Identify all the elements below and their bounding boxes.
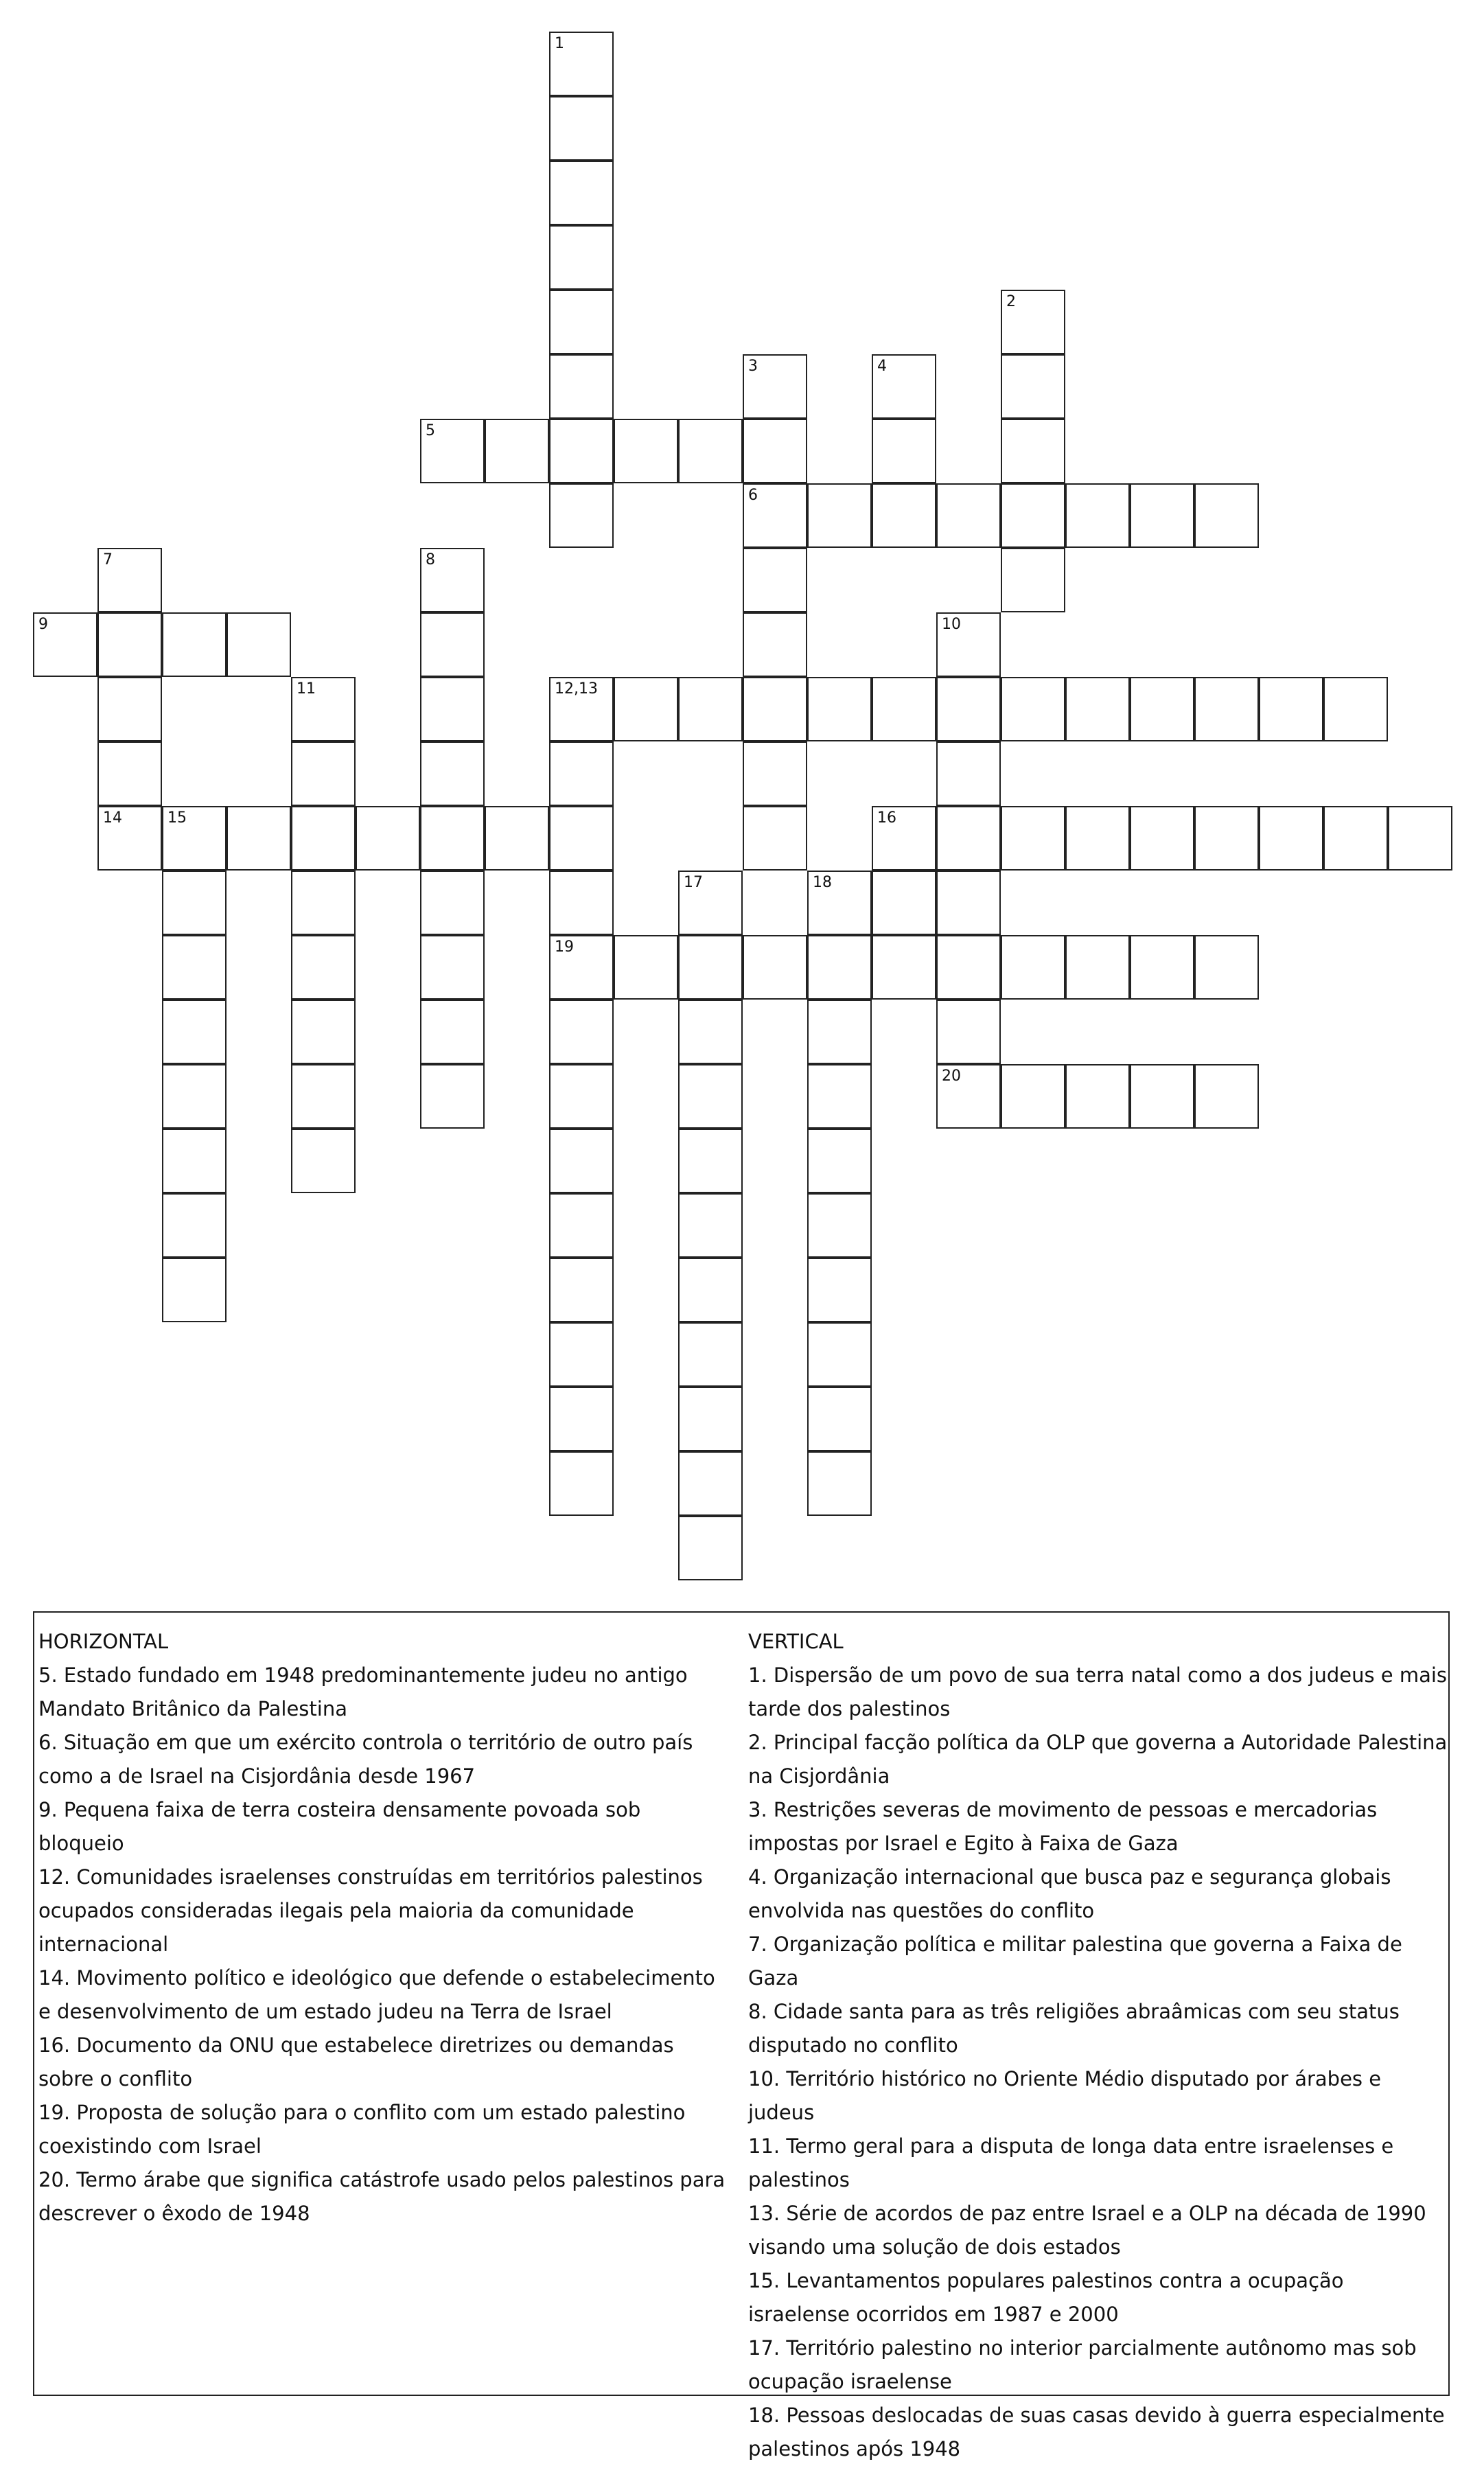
grid-cell[interactable] [549, 1193, 614, 1258]
clue-vertical-8: 8. Cidade santa para as três religiões abraâmicas com seu status disputado no conflito [748, 2000, 1400, 2057]
grid-cell[interactable] [97, 806, 162, 871]
clue-horizontal-16: 16. Documento da ONU que estabelece diretrizes ou demandas sobre o conflito [38, 2033, 674, 2090]
grid-cell[interactable] [1194, 1064, 1259, 1129]
grid-cell[interactable] [1130, 935, 1194, 1000]
grid-cell[interactable] [420, 548, 485, 612]
grid-cell[interactable] [678, 1516, 743, 1580]
grid-cell[interactable] [807, 1193, 872, 1258]
grid-cell[interactable] [420, 419, 485, 483]
grid-cell[interactable] [743, 483, 807, 548]
clue-number: 18 [813, 874, 832, 891]
grid-cell[interactable] [872, 419, 936, 483]
clue-number: 19 [555, 938, 574, 956]
clue-vertical-10: 10. Território histórico no Oriente Médio disputado por árabes e judeus [748, 2067, 1382, 2124]
grid-cell[interactable] [227, 612, 291, 677]
grid-cell[interactable] [485, 806, 549, 871]
grid-cell[interactable] [678, 1064, 743, 1129]
grid-cell[interactable] [1130, 806, 1194, 871]
clue-horizontal-9: 9. Pequena faixa de terra costeira densamente povoada sob bloqueio [38, 1798, 641, 1855]
grid-cell[interactable] [549, 96, 614, 161]
grid-cell[interactable] [549, 677, 614, 741]
grid-cell[interactable] [162, 806, 227, 871]
grid-cell[interactable] [1001, 806, 1065, 871]
grid-cell[interactable] [291, 871, 356, 935]
grid-cell[interactable] [162, 612, 227, 677]
grid-cell[interactable] [420, 871, 485, 935]
clue-horizontal-6: 6. Situação em que um exército controla o território de outro país como a de Israel na Cisjordânia desde 1967 [38, 1731, 693, 1788]
clue-horizontal-20: 20. Termo árabe que significa catástrofe usado pelos palestinos para descrever o êxodo de 1948 [38, 2168, 726, 2225]
grid-cell[interactable] [1001, 677, 1065, 741]
grid-cell[interactable] [291, 741, 356, 806]
grid-cell[interactable] [1065, 1064, 1130, 1129]
clue-horizontal-14: 14. Movimento político e ideológico que defende o estabelecimento e desenvolvimento de um estado judeu na Terra de Israel [38, 1966, 715, 2023]
grid-cell[interactable] [33, 612, 97, 677]
grid-cell[interactable] [549, 225, 614, 290]
clue-number: 3 [748, 358, 758, 375]
grid-cell[interactable] [485, 419, 549, 483]
grid-cell[interactable] [678, 1000, 743, 1064]
clue-vertical-1: 1. Dispersão de um povo de sua terra natal como a dos judeus e mais tarde dos palestinos [748, 1663, 1448, 1720]
grid-cell[interactable] [678, 1258, 743, 1322]
grid-cell[interactable] [936, 871, 1001, 935]
grid-cell[interactable] [743, 677, 807, 741]
clue-number: 6 [748, 487, 758, 504]
grid-cell[interactable] [936, 935, 1001, 1000]
grid-cell[interactable] [356, 806, 420, 871]
grid-cell[interactable] [1194, 806, 1259, 871]
grid-cell[interactable] [549, 1322, 614, 1387]
grid-cell[interactable] [614, 935, 678, 1000]
grid-cell[interactable] [291, 1064, 356, 1129]
grid-cell[interactable] [162, 1193, 227, 1258]
clue-vertical-11: 11. Termo geral para a disputa de longa data entre israelenses e palestinos [748, 2134, 1394, 2191]
grid-cell[interactable] [549, 1387, 614, 1451]
grid-cell[interactable] [807, 1064, 872, 1129]
grid-cell[interactable] [1001, 419, 1065, 483]
grid-cell[interactable] [872, 806, 936, 871]
grid-cell[interactable] [549, 161, 614, 225]
grid-cell[interactable] [807, 1129, 872, 1193]
grid-cell[interactable] [420, 806, 485, 871]
grid-cell[interactable] [1130, 1064, 1194, 1129]
grid-cell[interactable] [1001, 935, 1065, 1000]
clue-number: 17 [684, 874, 703, 891]
grid-cell[interactable] [936, 806, 1001, 871]
clue-number: 10 [942, 616, 961, 633]
grid-cell[interactable] [872, 935, 936, 1000]
grid-cell[interactable] [807, 1451, 872, 1516]
grid-cell[interactable] [162, 1129, 227, 1193]
grid-cell[interactable] [420, 1064, 485, 1129]
grid-cell[interactable] [162, 935, 227, 1000]
grid-cell[interactable] [549, 806, 614, 871]
clue-number: 15 [167, 809, 187, 827]
grid-cell[interactable] [162, 871, 227, 935]
grid-cell[interactable] [678, 935, 743, 1000]
grid-cell[interactable] [678, 1387, 743, 1451]
grid-cell[interactable] [97, 677, 162, 741]
clue-number: 11 [297, 680, 316, 698]
grid-cell[interactable] [872, 354, 936, 419]
vertical-clues [748, 1625, 1448, 2466]
clue-horizontal-19: 19. Proposta de solução para o conflito com um estado palestino coexistindo com Israel [38, 2101, 686, 2158]
grid-cell[interactable] [678, 1451, 743, 1516]
grid-cell[interactable] [807, 871, 872, 935]
grid-cell[interactable] [807, 1322, 872, 1387]
grid-cell[interactable] [678, 677, 743, 741]
grid-cell[interactable] [807, 1387, 872, 1451]
grid-cell[interactable] [227, 806, 291, 871]
grid-cell[interactable] [162, 1000, 227, 1064]
horizontal-heading: HORIZONTAL [38, 1630, 169, 1653]
clue-vertical-13: 13. Série de acordos de paz entre Israel e a OLP na década de 1990 visando uma solução de dois estados [748, 2202, 1426, 2259]
clue-vertical-4: 4. Organização internacional que busca paz e segurança globais envolvida nas questões do conflito [748, 1865, 1391, 1922]
grid-cell[interactable] [1323, 806, 1388, 871]
clue-number: 7 [103, 551, 113, 568]
grid-cell[interactable] [549, 1064, 614, 1129]
clue-number: 4 [877, 358, 887, 375]
grid-cell[interactable] [549, 1000, 614, 1064]
grid-cell[interactable] [936, 741, 1001, 806]
grid-cell[interactable] [743, 419, 807, 483]
grid-cell[interactable] [549, 871, 614, 935]
clue-horizontal-12: 12. Comunidades israelenses construídas em territórios palestinos ocupados consideradas ilegais pela maioria da comunidade internacional [38, 1865, 703, 1956]
clue-number: 9 [38, 616, 48, 633]
grid-cell[interactable] [549, 290, 614, 354]
grid-cell[interactable] [291, 1000, 356, 1064]
grid-cell[interactable] [549, 32, 614, 96]
grid-cell[interactable] [614, 677, 678, 741]
grid-cell[interactable] [1065, 483, 1130, 548]
grid-cell[interactable] [1065, 935, 1130, 1000]
grid-cell[interactable] [1001, 1064, 1065, 1129]
clue-number: 1 [555, 35, 564, 52]
grid-cell[interactable] [549, 1258, 614, 1322]
grid-cell[interactable] [549, 1451, 614, 1516]
grid-cell[interactable] [162, 1064, 227, 1129]
grid-cell[interactable] [420, 612, 485, 677]
grid-cell[interactable] [678, 1193, 743, 1258]
grid-cell[interactable] [1388, 806, 1452, 871]
clue-vertical-3: 3. Restrições severas de movimento de pessoas e mercadorias impostas por Israel e Egito à Faixa de Gaza [748, 1798, 1378, 1855]
grid-cell[interactable] [743, 354, 807, 419]
grid-cell[interactable] [549, 354, 614, 419]
clue-horizontal-5: 5. Estado fundado em 1948 predominantemente judeu no antigo Mandato Britânico da Palestina [38, 1663, 688, 1720]
grid-cell[interactable] [1194, 677, 1259, 741]
grid-cell[interactable] [807, 1258, 872, 1322]
grid-cell[interactable] [743, 935, 807, 1000]
grid-cell[interactable] [743, 741, 807, 806]
grid-cell[interactable] [97, 741, 162, 806]
grid-cell[interactable] [291, 806, 356, 871]
grid-cell[interactable] [678, 871, 743, 935]
clue-box [33, 1611, 1450, 2461]
grid-cell[interactable] [291, 1129, 356, 1193]
grid-cell[interactable] [1001, 354, 1065, 419]
grid-cell[interactable] [420, 677, 485, 741]
grid-cell[interactable] [1259, 677, 1323, 741]
clue-number: 16 [877, 809, 896, 827]
vertical-heading: VERTICAL [748, 1630, 844, 1653]
grid-cell[interactable] [936, 483, 1001, 548]
grid-cell[interactable] [807, 483, 872, 548]
clue-number: 12,13 [555, 680, 598, 698]
horizontal-clues [38, 1625, 732, 2231]
clue-number: 14 [103, 809, 122, 827]
clue-vertical-18: 18. Pessoas deslocadas de suas casas devido à guerra especialmente palestinos após 1948 [748, 2404, 1445, 2461]
grid-cell[interactable] [97, 548, 162, 612]
grid-cell[interactable] [1065, 677, 1130, 741]
grid-cell[interactable] [1130, 677, 1194, 741]
grid-cell[interactable] [549, 419, 614, 483]
clue-number: 20 [942, 1068, 961, 1085]
grid-cell[interactable] [1001, 290, 1065, 354]
grid-cell[interactable] [420, 1000, 485, 1064]
grid-cell[interactable] [1194, 935, 1259, 1000]
grid-cell[interactable] [97, 612, 162, 677]
grid-cell[interactable] [1130, 483, 1194, 548]
grid-cell[interactable] [807, 935, 872, 1000]
grid-cell[interactable] [678, 1129, 743, 1193]
clue-number: 8 [426, 551, 435, 568]
clue-vertical-15: 15. Levantamentos populares palestinos contra a ocupação israelense ocorridos em 1987 e 2000 [748, 2269, 1344, 2326]
grid-cell[interactable] [743, 548, 807, 612]
grid-cell[interactable] [291, 935, 356, 1000]
grid-cell[interactable] [678, 419, 743, 483]
grid-cell[interactable] [614, 419, 678, 483]
clue-vertical-7: 7. Organização política e militar palestina que governa a Faixa de Gaza [748, 1933, 1402, 1990]
grid-cell[interactable] [420, 935, 485, 1000]
grid-cell[interactable] [872, 483, 936, 548]
grid-cell[interactable] [936, 1000, 1001, 1064]
grid-cell[interactable] [1194, 483, 1259, 548]
clue-vertical-2: 2. Principal facção política da OLP que governa a Autoridade Palestina na Cisjordânia [748, 1731, 1448, 1788]
grid-cell[interactable] [1065, 806, 1130, 871]
grid-cell[interactable] [549, 483, 614, 548]
grid-cell[interactable] [936, 612, 1001, 677]
grid-cell[interactable] [1323, 677, 1388, 741]
clue-vertical-17: 17. Território palestino no interior parcialmente autônomo mas sob ocupação israelense [748, 2336, 1417, 2393]
grid-cell[interactable] [1259, 806, 1323, 871]
grid-cell[interactable] [936, 1064, 1001, 1129]
clue-number: 2 [1006, 293, 1016, 310]
grid-cell[interactable] [678, 1322, 743, 1387]
grid-cell[interactable] [549, 935, 614, 1000]
grid-cell[interactable] [743, 806, 807, 871]
grid-cell[interactable] [291, 677, 356, 741]
grid-cell[interactable] [1001, 483, 1065, 548]
grid-cell[interactable] [1001, 548, 1065, 612]
clue-number: 5 [426, 422, 435, 439]
grid-cell[interactable] [872, 677, 936, 741]
grid-cell[interactable] [162, 1258, 227, 1322]
grid-cell[interactable] [807, 677, 872, 741]
grid-cell[interactable] [420, 741, 485, 806]
grid-cell[interactable] [936, 677, 1001, 741]
grid-cell[interactable] [872, 871, 936, 935]
grid-cell[interactable] [743, 612, 807, 677]
grid-cell[interactable] [549, 741, 614, 806]
grid-cell[interactable] [807, 1000, 872, 1064]
grid-cell[interactable] [549, 1129, 614, 1193]
